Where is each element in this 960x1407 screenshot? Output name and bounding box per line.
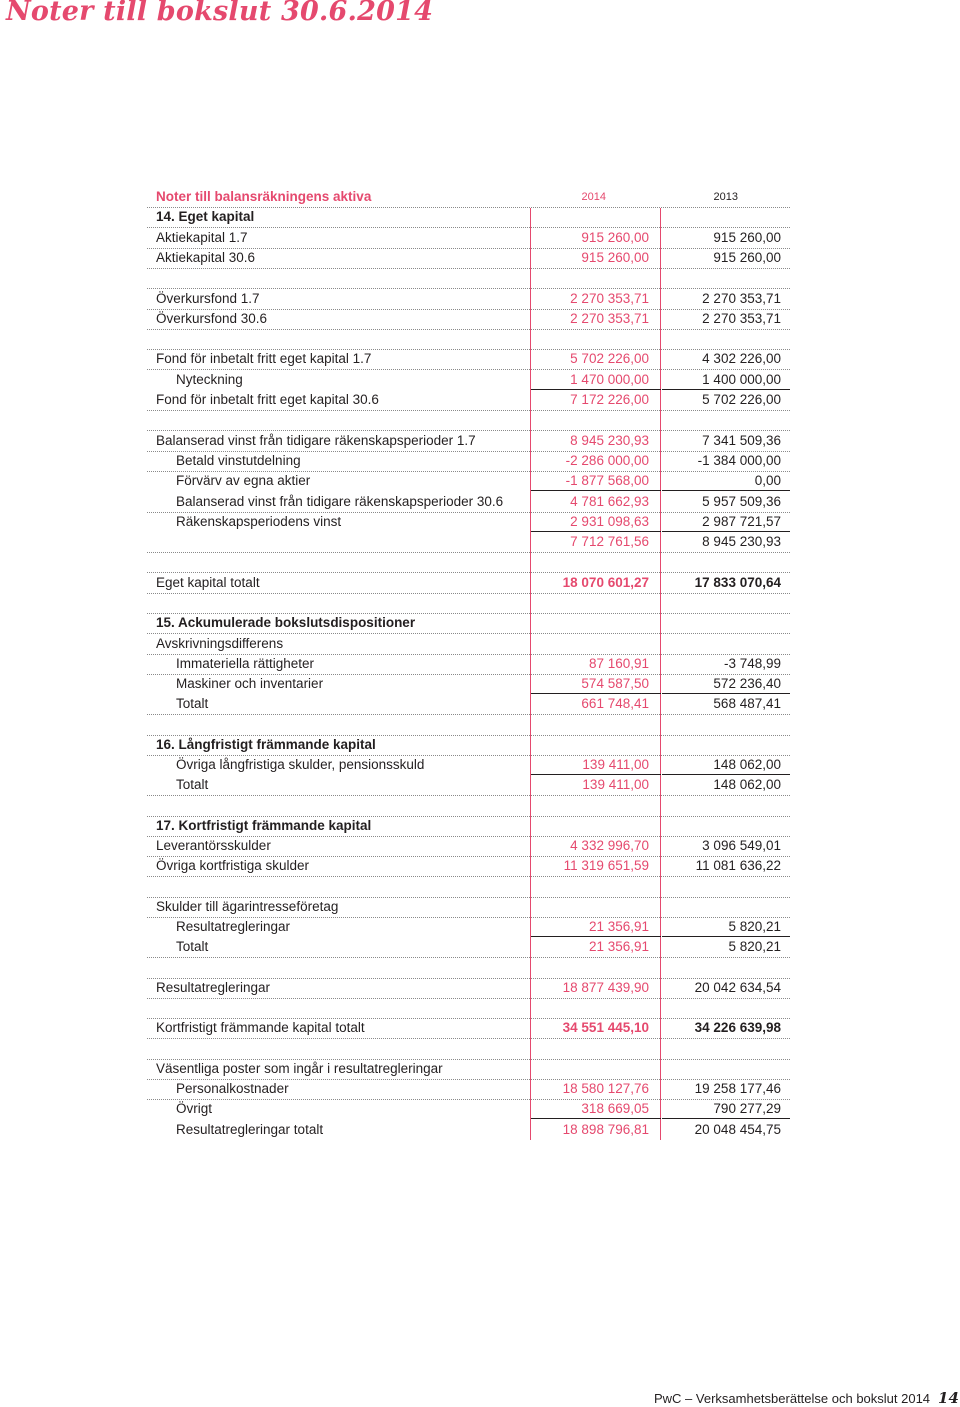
row-label: Väsentliga poster som ingår i resultatregleringar [156, 1061, 443, 1076]
value-2013: 1 400 000,00 [702, 372, 781, 387]
table-row [147, 654, 790, 675]
spacer-row [147, 958, 790, 979]
table-row [147, 937, 790, 958]
value-2014: 34 551 445,10 [562, 1020, 649, 1035]
row-label: Totalt [176, 777, 209, 792]
value-2013: 20 048 454,75 [694, 1122, 781, 1137]
value-2014: -2 286 000,00 [565, 453, 649, 468]
value-2014: 139 411,00 [582, 777, 649, 792]
table-row [147, 390, 790, 411]
row-label: Totalt [176, 939, 209, 954]
page-number: 14 [938, 1389, 959, 1407]
table-row [147, 816, 790, 837]
value-2013: 7 341 509,36 [702, 433, 781, 448]
table-row [147, 856, 790, 877]
value-2013: 17 833 070,64 [694, 575, 781, 590]
value-2014: 21 356,91 [588, 939, 649, 954]
row-label: Övriga kortfristiga skulder [156, 858, 310, 873]
row-label: Skulder till ägarintresseföretag [156, 899, 339, 914]
page-title: Noter till bokslut 30.6.2014 [6, 0, 434, 27]
spacer-row [147, 268, 790, 289]
value-2013: 5 820,21 [728, 919, 781, 934]
sum-underline [531, 1118, 661, 1119]
row-label: Nyteckning [176, 372, 243, 387]
spacer-row [147, 1039, 790, 1060]
section-heading: Noter till balansräkningens aktiva [156, 189, 372, 204]
value-2014: 318 669,05 [581, 1101, 649, 1116]
section-header-row [147, 187, 790, 208]
value-2013: 0,00 [754, 473, 781, 488]
value-2014: -1 877 568,00 [565, 473, 649, 488]
spacer-row [147, 796, 790, 817]
row-label: Immateriella rättigheter [176, 656, 315, 671]
value-2013: 148 062,00 [713, 757, 781, 772]
table-row [147, 471, 790, 491]
value-2014: 574 587,50 [581, 676, 649, 691]
spacer-row [147, 329, 790, 350]
note-heading: 15. Ackumulerade bokslutsdispositioner [156, 615, 416, 630]
value-2014: 18 898 796,81 [562, 1122, 649, 1137]
value-2013: 2 270 353,71 [702, 311, 781, 326]
table-row [147, 309, 790, 330]
spacer-row [147, 552, 790, 573]
row-label: Övriga långfristiga skulder, pensionsskuld [176, 757, 425, 772]
value-2013: 11 081 636,22 [695, 858, 781, 873]
value-2013: 5 820,21 [728, 939, 781, 954]
value-2014: 7 172 226,00 [570, 392, 649, 407]
table-row [147, 451, 790, 472]
value-2014: 4 781 662,93 [570, 494, 649, 509]
table-row [147, 836, 790, 857]
row-label: Betald vinstutdelning [176, 453, 301, 468]
value-2013: 20 042 634,54 [694, 980, 781, 995]
column-header-2013: 2013 [713, 191, 738, 203]
value-2013: 148 062,00 [713, 777, 781, 792]
value-2013: 5 957 509,36 [702, 494, 781, 509]
row-label: Personalkostnader [176, 1081, 289, 1096]
value-2013: 915 260,00 [713, 230, 781, 245]
value-2013: 5 702 226,00 [702, 392, 781, 407]
note-heading: 14. Eget kapital [156, 209, 255, 224]
value-2013: 19 258 177,46 [694, 1081, 781, 1096]
value-2014: 1 470 000,00 [570, 372, 649, 387]
value-2013: 915 260,00 [713, 250, 781, 265]
table-row [147, 349, 790, 370]
value-2013: 790 277,29 [713, 1101, 781, 1116]
value-2014: 661 748,41 [581, 696, 649, 711]
table-row [147, 1018, 790, 1039]
value-2014: 18 877 439,90 [562, 980, 649, 995]
row-label: Överkursfond 30.6 [156, 311, 268, 326]
value-2014: 5 702 226,00 [570, 351, 649, 366]
table-row [147, 1099, 790, 1119]
table-row [147, 613, 790, 634]
value-2014: 11 319 651,59 [563, 858, 649, 873]
spacer-row [147, 877, 790, 898]
table-row [147, 775, 790, 796]
table-row [147, 1120, 790, 1140]
value-2014: 2 931 098,63 [570, 514, 649, 529]
value-2013: 4 302 226,00 [702, 351, 781, 366]
value-2013: 572 236,40 [713, 676, 781, 691]
row-label: Förvärv av egna aktier [176, 473, 311, 488]
row-label: Överkursfond 1.7 [156, 291, 260, 306]
value-2013: 568 487,41 [713, 696, 781, 711]
value-2014: 4 332 996,70 [570, 838, 649, 853]
table-row [147, 248, 790, 269]
table-row [147, 978, 790, 999]
column-header-2014: 2014 [581, 191, 606, 203]
row-label: Leverantörsskulder [156, 838, 271, 853]
row-label: Avskrivningsdifferens [156, 636, 284, 651]
row-label: Resultatregleringar [156, 980, 271, 995]
note-heading: 17. Kortfristigt främmande kapital [156, 818, 372, 833]
row-label: Balanserad vinst från tidigare räkenskapsperioder 30.6 [176, 494, 504, 509]
table-row [147, 228, 790, 249]
value-2013: 2 987 721,57 [702, 514, 781, 529]
row-label: Aktiekapital 30.6 [156, 250, 256, 265]
sum-underline [662, 1118, 790, 1119]
row-label: Fond för inbetalt fritt eget kapital 1.7 [156, 351, 372, 366]
note-heading: 16. Långfristigt främmande kapital [156, 737, 376, 752]
value-2014: 18 580 127,76 [562, 1081, 649, 1096]
table-row [147, 573, 790, 594]
table-row [147, 431, 790, 452]
table-row [147, 1079, 790, 1100]
value-2014: 2 270 353,71 [570, 291, 649, 306]
row-label: Övrigt [176, 1101, 213, 1116]
sum-underline [531, 490, 661, 491]
value-2014: 18 070 601,27 [562, 575, 649, 590]
value-2013: -3 748,99 [723, 656, 781, 671]
table-row [147, 897, 790, 918]
table-row [147, 492, 790, 513]
value-2014: 87 160,91 [588, 656, 649, 671]
table-row [147, 532, 790, 553]
table-row [147, 735, 790, 756]
table-row [147, 917, 790, 937]
value-2013: 3 096 549,01 [702, 838, 781, 853]
table-row [147, 289, 790, 310]
value-2014: 915 260,00 [581, 230, 649, 245]
table-row [147, 634, 790, 655]
row-label: Balanserad vinst från tidigare räkenskapsperioder 1.7 [156, 433, 476, 448]
spacer-row [147, 998, 790, 1019]
row-label: Eget kapital totalt [156, 575, 260, 590]
row-label: Kortfristigt främmande kapital totalt [156, 1020, 365, 1035]
row-label: Aktiekapital 1.7 [156, 230, 248, 245]
table-row [147, 207, 790, 228]
value-2013: 8 945 230,93 [702, 534, 781, 549]
value-2013: -1 384 000,00 [697, 453, 781, 468]
spacer-row [147, 593, 790, 614]
sum-underline [662, 490, 790, 491]
page-footer [654, 1389, 959, 1407]
value-2013: 2 270 353,71 [702, 291, 781, 306]
table-row [147, 1059, 790, 1080]
row-label: Räkenskapsperiodens vinst [176, 514, 342, 529]
table-row [147, 512, 790, 532]
value-2013: 34 226 639,98 [694, 1020, 781, 1035]
row-label: Totalt [176, 696, 209, 711]
value-2014: 21 356,91 [588, 919, 649, 934]
footer-text: PwC – Verksamhetsberättelse och bokslut 2014 [654, 1391, 931, 1406]
spacer-row [147, 715, 790, 736]
row-label: Resultatregleringar [176, 919, 291, 934]
row-label: Fond för inbetalt fritt eget kapital 30.6 [156, 392, 379, 407]
table-row [147, 674, 790, 694]
row-label: Resultatregleringar totalt [176, 1122, 324, 1137]
value-2014: 915 260,00 [581, 250, 649, 265]
table-row [147, 755, 790, 775]
value-2014: 8 945 230,93 [570, 433, 649, 448]
value-2014: 2 270 353,71 [570, 311, 649, 326]
value-2014: 7 712 761,56 [570, 534, 649, 549]
table-row [147, 370, 790, 390]
row-label: Maskiner och inventarier [176, 676, 324, 691]
spacer-row [147, 410, 790, 431]
table-row [147, 694, 790, 715]
value-2014: 139 411,00 [582, 757, 649, 772]
